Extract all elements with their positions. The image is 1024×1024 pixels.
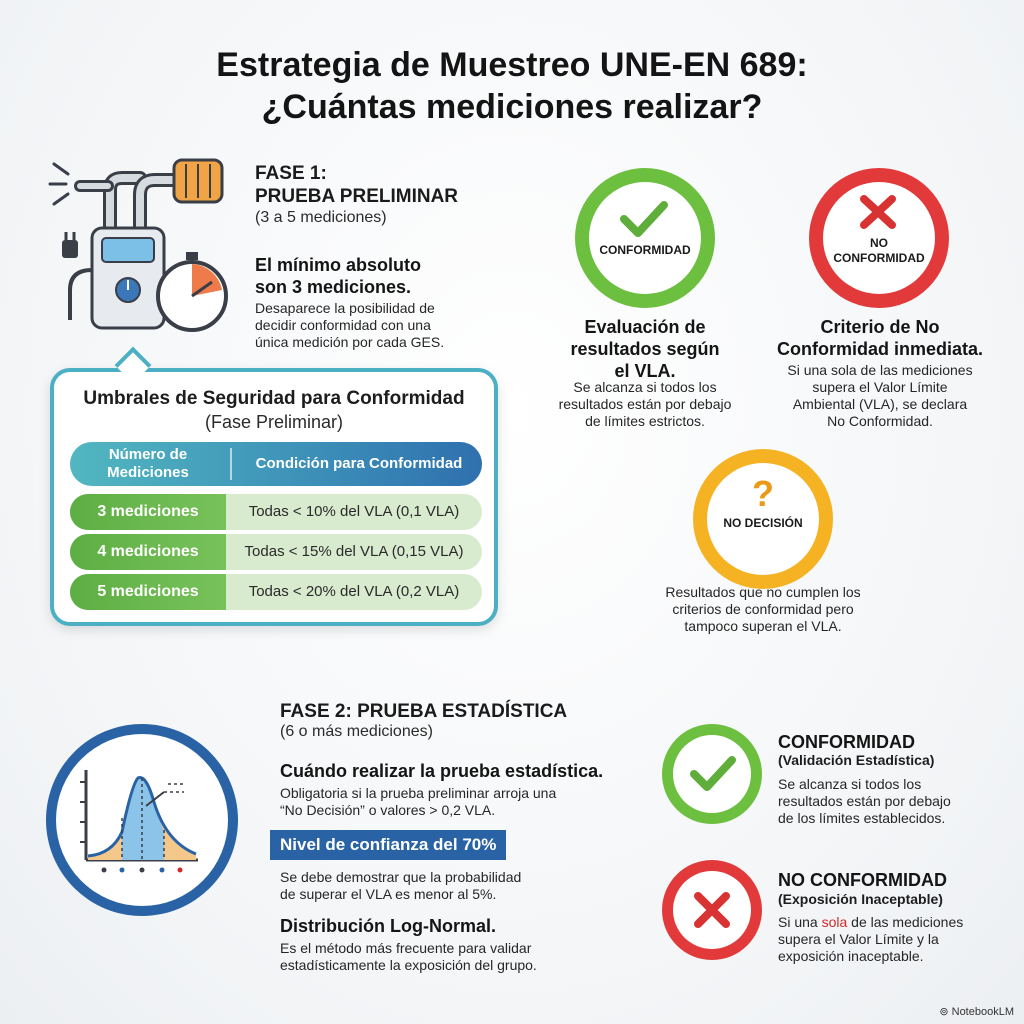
no-conformidad-description: Si una sola de las mediciones supera el Valor Límite Ambiental (VLA), se declara No Conformidad.: [787, 362, 973, 429]
phase2-when-description: Obligatoria si la prueba preliminar arroja una “No Decisión” o valores > 0,2 VLA.: [280, 785, 557, 818]
table-row: [70, 534, 482, 570]
header-count: Número de Mediciones: [107, 446, 189, 481]
conformidad-description: Se alcanza si todos los resultados están por debajo de límites estrictos.: [558, 379, 732, 429]
distribution-title: Distribución Log-Normal.: [280, 916, 496, 936]
no-decision-badge-label: NO DECISIÓN: [723, 516, 803, 530]
thresholds-title: Umbrales de Seguridad para Conformidad: [83, 388, 465, 409]
phase1-minimum: El mínimo absoluto son 3 mediciones.: [255, 255, 422, 297]
footer-brand: ⊚ NotebookLM: [939, 1006, 1014, 1018]
row-count: 4 mediciones: [70, 534, 226, 570]
phase2-conformidad-subtitle: (Validación Estadística): [778, 752, 935, 768]
cross-badge-icon: [660, 858, 764, 962]
conformidad-badge-icon: [572, 165, 718, 311]
row-count: 5 mediciones: [70, 574, 226, 610]
sampling-pump-with-stopwatch-icon: [40, 150, 240, 340]
row-condition: Todas < 10% del VLA (0,1 VLA): [248, 503, 460, 520]
phase1-subtitle: (3 a 5 mediciones): [255, 209, 387, 226]
confidence-level-badge: Nivel de confianza del 70%: [270, 830, 506, 860]
row-count: 3 mediciones: [70, 494, 226, 530]
no-decision-description: Resultados que no cumplen los criterios de conformidad pero tampoco superan el VLA.: [665, 584, 861, 634]
svg-text:?: ?: [752, 473, 774, 514]
distribution-description: Es el método más frecuente para validar estadísticamente la exposición del grupo.: [280, 940, 537, 973]
table-row: [70, 494, 482, 530]
conformidad-title: Evaluación de resultados según el VLA.: [570, 317, 720, 381]
header-condition: Condición para Conformidad: [255, 455, 463, 472]
page-title: Estrategia de Muestreo UNE-EN 689: ¿Cuántas mediciones realizar?: [216, 46, 808, 126]
phase2-no-conformidad-description: Si una sola de las mediciones supera el Valor Límite y la exposición inaceptable.: [778, 914, 964, 964]
row-condition: Todas < 20% del VLA (0,2 VLA): [248, 583, 460, 600]
confidence-description: Se debe demostrar que la probabilidad de superar el VLA es menor al 5%.: [280, 869, 522, 902]
phase2-conformidad-description: Se alcanza si todos los resultados están por debajo de los límites establecidos.: [778, 776, 951, 826]
phase2-subtitle: (6 o más mediciones): [280, 723, 433, 740]
phase2-conformidad-title: CONFORMIDAD: [778, 732, 915, 752]
phase2-no-conformidad-title: NO CONFORMIDAD: [778, 870, 947, 890]
conformidad-badge-label: CONFORMIDAD: [599, 243, 691, 257]
thresholds-card: [50, 368, 498, 626]
row-condition: Todas < 15% del VLA (0,15 VLA): [244, 543, 464, 560]
table-row: [70, 574, 482, 610]
phase2-when-title: Cuándo realizar la prueba estadística.: [280, 761, 604, 781]
thresholds-header: [70, 442, 482, 486]
check-badge-icon: [660, 722, 764, 826]
phase2-no-conformidad-subtitle: (Exposición Inaceptable): [778, 891, 943, 907]
phase1-heading: FASE 1: PRUEBA PRELIMINAR: [255, 163, 459, 207]
lognormal-distribution-chart-icon: [42, 722, 242, 918]
phase2-heading: FASE 2: PRUEBA ESTADÍSTICA: [280, 701, 568, 722]
no-conformidad-badge-label: NO CONFORMIDAD: [833, 236, 925, 265]
notebook-logo-icon: ⊚: [939, 1006, 952, 1018]
phase1-description: Desaparece la posibilidad de decidir conformidad con una única medición por cada GES.: [255, 300, 445, 350]
no-conformidad-title: Criterio de No Conformidad inmediata.: [776, 317, 983, 359]
thresholds-subtitle: (Fase Preliminar): [204, 412, 344, 432]
